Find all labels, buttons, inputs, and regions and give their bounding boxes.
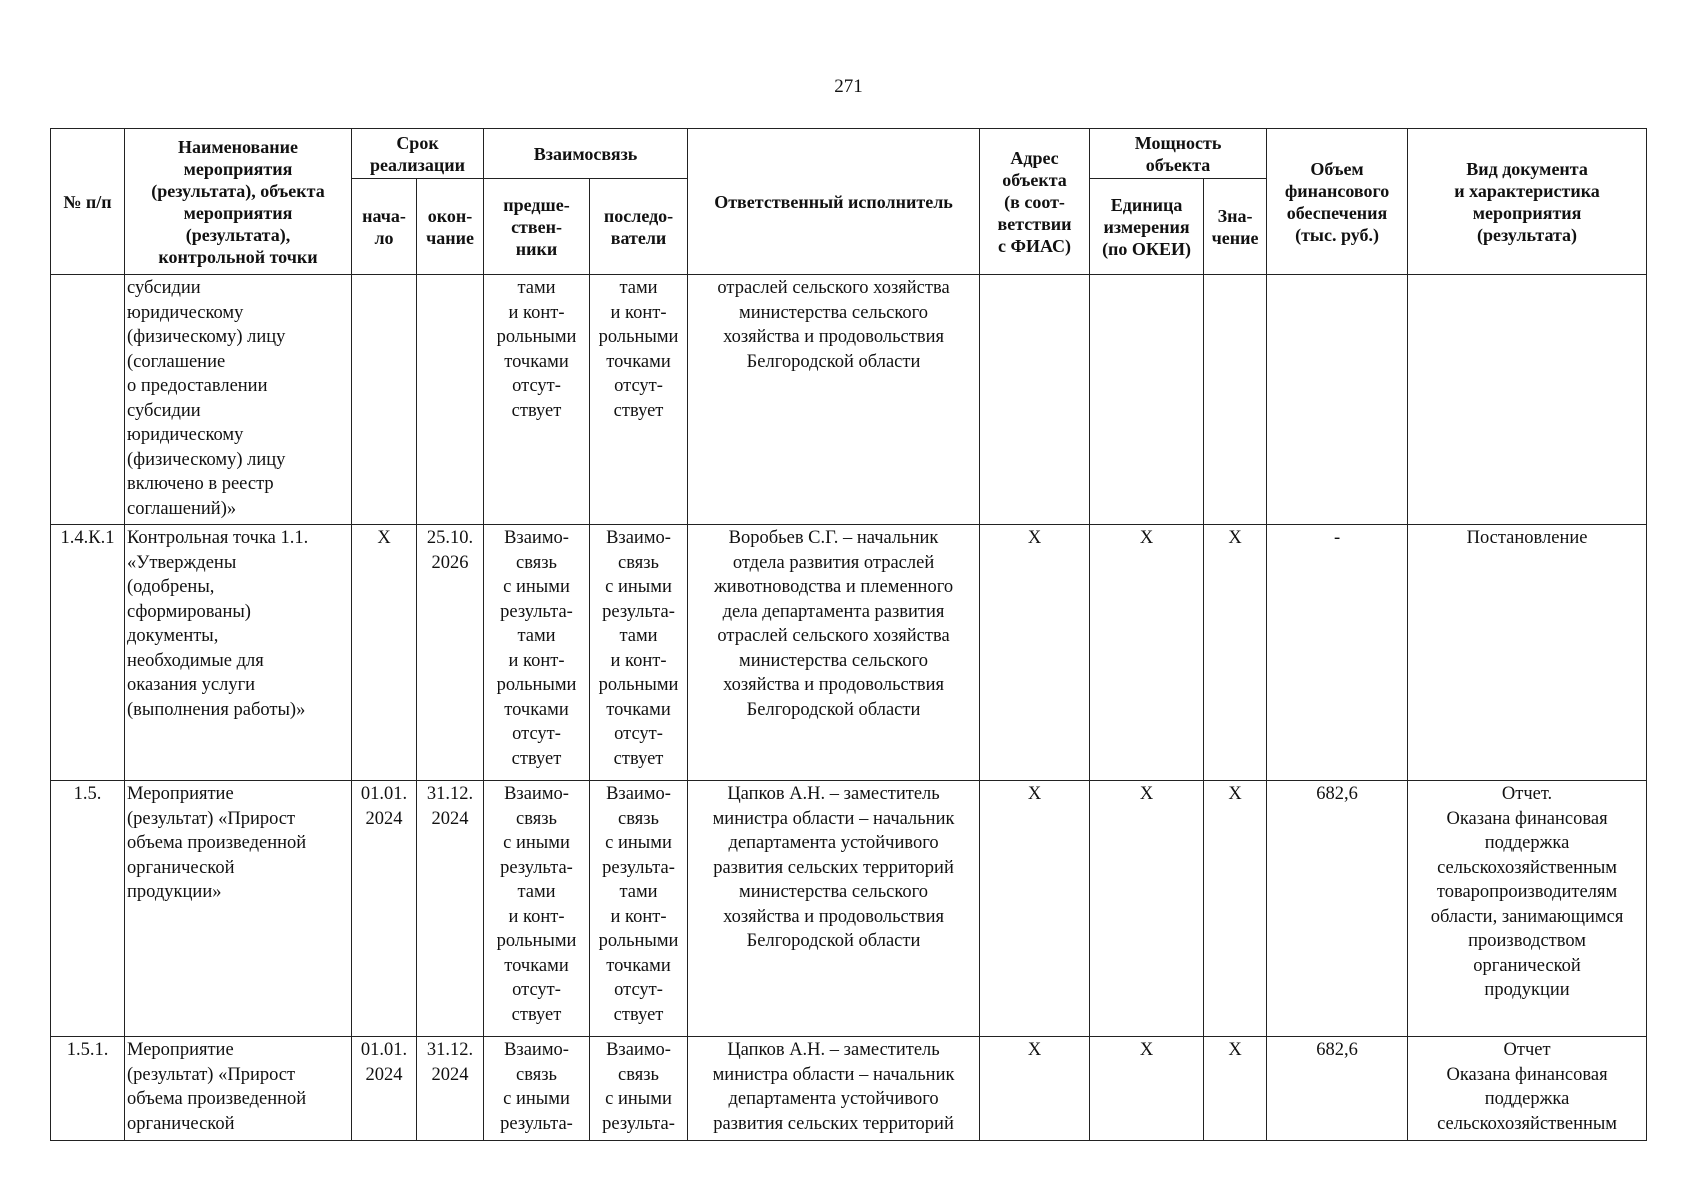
header-term-start: нача- ло xyxy=(352,179,417,275)
cell-executor: Цапков А.Н. – заместитель министра области – начальник департамента устойчивого развития сельских территорий xyxy=(688,1037,980,1141)
cell-doc: Отчет Оказана финансовая поддержка сельскохозяйственным xyxy=(1408,1037,1647,1141)
table-row xyxy=(51,1037,1647,1141)
table-row xyxy=(51,525,1647,781)
cell-finance: - xyxy=(1267,525,1408,781)
cell-predecessors: Взаимо- связь с иными результа- тами и конт- рольными точками отсут- ствует xyxy=(484,525,590,781)
cell-finance xyxy=(1267,275,1408,525)
cell-unit: X xyxy=(1090,781,1204,1037)
cell-address: X xyxy=(980,781,1090,1037)
cell-name: Мероприятие (результат) «Прирост объема произведенной органической продукции» xyxy=(125,781,352,1037)
header-term: Срок реализации xyxy=(352,129,484,179)
header-doc: Вид документа и характеристика мероприятия (результата) xyxy=(1408,129,1647,275)
cell-value: X xyxy=(1204,781,1267,1037)
cell-start xyxy=(352,275,417,525)
cell-successors: Взаимо- связь с иными результа- тами и конт- рольными точками отсут- ствует xyxy=(590,781,688,1037)
cell-executor: Воробьев С.Г. – начальник отдела развития отраслей животноводства и племенного дела департамента развития отраслей сельского хозяйства министерства сельского хозяйства и продовольствия Белгородской области xyxy=(688,525,980,781)
cell-successors: Взаимо- связь с иными результа- тами и конт- рольными точками отсут- ствует xyxy=(590,525,688,781)
cell-finance: 682,6 xyxy=(1267,781,1408,1037)
header-successors: последо- ватели xyxy=(590,179,688,275)
header-capacity: Мощность объекта xyxy=(1090,129,1267,179)
cell-name: Контрольная точка 1.1. «Утверждены (одобрены, сформированы) документы, необходимые для оказания услуги (выполнения работы)» xyxy=(125,525,352,781)
cell-start: X xyxy=(352,525,417,781)
header-name: Наименование мероприятия (результата), объекта мероприятия (результата), контрольной точки xyxy=(125,129,352,275)
cell-address xyxy=(980,275,1090,525)
cell-name: Мероприятие (результат) «Прирост объема произведенной органической xyxy=(125,1037,352,1141)
plan-table xyxy=(50,128,1647,1141)
cell-unit: X xyxy=(1090,1037,1204,1141)
cell-value xyxy=(1204,275,1267,525)
cell-num xyxy=(51,275,125,525)
header-executor: Ответственный исполнитель xyxy=(688,129,980,275)
cell-unit: X xyxy=(1090,525,1204,781)
header-address: Адрес объекта (в соот- ветствии с ФИАС) xyxy=(980,129,1090,275)
cell-address: X xyxy=(980,525,1090,781)
cell-address: X xyxy=(980,1037,1090,1141)
cell-successors: Взаимо- связь с иными результа- xyxy=(590,1037,688,1141)
cell-name: субсидии юридическому (физическому) лицу (соглашение о предоставлении субсидии юридическому (физическому) лицу включено в реестр соглашений)» xyxy=(125,275,352,525)
table-row xyxy=(51,275,1647,525)
header-relation: Взаимосвязь xyxy=(484,129,688,179)
cell-start: 01.01. 2024 xyxy=(352,1037,417,1141)
cell-executor: отраслей сельского хозяйства министерства сельского хозяйства и продовольствия Белгородской области xyxy=(688,275,980,525)
page-number: 271 xyxy=(834,76,863,97)
cell-unit xyxy=(1090,275,1204,525)
header-unit: Единица измерения (по ОКЕИ) xyxy=(1090,179,1204,275)
cell-end: 31.12. 2024 xyxy=(417,1037,484,1141)
cell-predecessors: Взаимо- связь с иными результа- тами и конт- рольными точками отсут- ствует xyxy=(484,781,590,1037)
cell-num: 1.5. xyxy=(51,781,125,1037)
cell-value: X xyxy=(1204,1037,1267,1141)
header-value: Зна- чение xyxy=(1204,179,1267,275)
cell-predecessors: тами и конт- рольными точками отсут- ствует xyxy=(484,275,590,525)
header-finance: Объем финансового обеспечения (тыс. руб.) xyxy=(1267,129,1408,275)
cell-predecessors: Взаимо- связь с иными результа- xyxy=(484,1037,590,1141)
header-num: № п/п xyxy=(51,129,125,275)
cell-num: 1.5.1. xyxy=(51,1037,125,1141)
table-header xyxy=(51,129,1647,275)
cell-doc xyxy=(1408,275,1647,525)
cell-successors: тами и конт- рольными точками отсут- ствует xyxy=(590,275,688,525)
cell-num: 1.4.К.1 xyxy=(51,525,125,781)
cell-doc: Постановление xyxy=(1408,525,1647,781)
header-predecessors: предше- ствен- ники xyxy=(484,179,590,275)
cell-start: 01.01. 2024 xyxy=(352,781,417,1037)
cell-value: X xyxy=(1204,525,1267,781)
cell-finance: 682,6 xyxy=(1267,1037,1408,1141)
cell-executor: Цапков А.Н. – заместитель министра области – начальник департамента устойчивого развития сельских территорий министерства сельского хозяйства и продовольствия Белгородской области xyxy=(688,781,980,1037)
header-term-end: окон- чание xyxy=(417,179,484,275)
cell-end xyxy=(417,275,484,525)
cell-end: 25.10. 2026 xyxy=(417,525,484,781)
table-row xyxy=(51,781,1647,1037)
cell-end: 31.12. 2024 xyxy=(417,781,484,1037)
cell-doc: Отчет. Оказана финансовая поддержка сельскохозяйственным товаропроизводителям области, занимающимся производством органической продукции xyxy=(1408,781,1647,1037)
